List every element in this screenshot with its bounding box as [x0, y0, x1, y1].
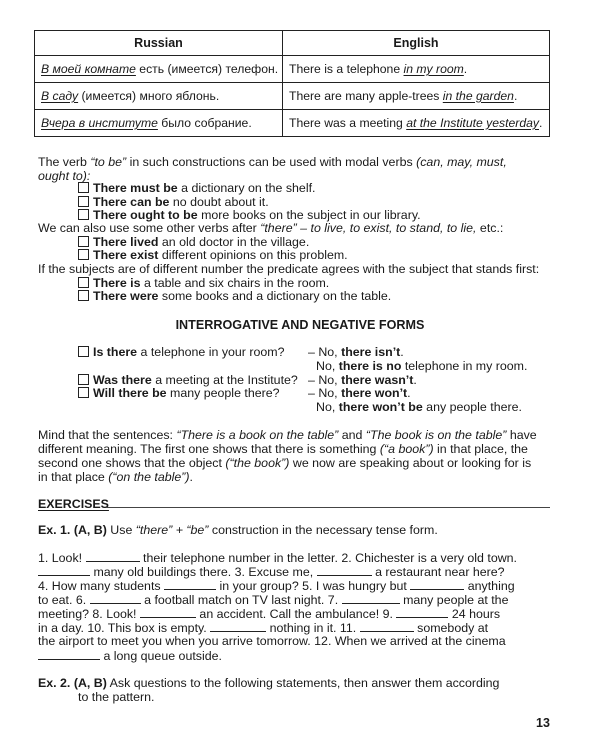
section-divider: [106, 507, 550, 508]
list-item: There must be a dictionary on the shelf.: [78, 181, 315, 195]
answer-3-long: No, there won’t be any people there.: [316, 400, 522, 414]
modal-intro-continued: ought to):: [38, 169, 91, 183]
exercise-line: 1. Look! their telephone number in the letter. 2. Chichester is a very old town.: [38, 551, 517, 565]
exercise-line: the airport to meet you when you arrive tomorrow. 12. When we arrived at the cinema: [38, 634, 506, 648]
agreement-intro: If the subjects are of different number the predicate agrees with the subject that stands first:: [38, 262, 540, 276]
section-heading: INTERROGATIVE AND NEGATIVE FORMS: [175, 318, 425, 332]
checkbox-icon: [78, 374, 89, 385]
answer-blank[interactable]: [140, 606, 196, 618]
modal-intro: The verb “to be” in such constructions can be used with modal verbs (can, may, must,: [38, 155, 507, 169]
checkbox-icon: [78, 182, 89, 193]
note-line: in that place (“on the table”).: [38, 470, 193, 484]
comparison-table: [34, 30, 550, 137]
note-line: Mind that the sentences: “There is a book on the table” and “The book is on the table” have: [38, 428, 537, 442]
table-header-row: [35, 31, 550, 56]
answer-blank[interactable]: [342, 592, 400, 604]
russian-cell: В моей комнате есть (имеется) телефон.: [35, 56, 283, 83]
answer-3: – No, there won’t.: [308, 386, 411, 400]
exercise-line: a long queue outside.: [38, 648, 222, 663]
checkbox-icon: [78, 236, 89, 247]
column-header-russian: Russian: [35, 31, 283, 56]
list-item: There can be no doubt about it.: [78, 195, 269, 209]
answer-2: – No, there wasn’t.: [308, 373, 417, 387]
answer-1-long: No, there is no telephone in my room.: [316, 359, 528, 373]
list-item: There is a table and six chairs in the room.: [78, 276, 329, 290]
question-2: Was there a meeting at the Institute?: [78, 373, 298, 387]
english-cell: There is a telephone in my room.: [283, 56, 550, 83]
answer-1: – No, there isn’t.: [308, 345, 404, 359]
answer-blank[interactable]: [38, 648, 100, 660]
list-item: There exist different opinions on this problem.: [78, 248, 348, 262]
answer-blank[interactable]: [90, 592, 141, 604]
checkbox-icon: [78, 249, 89, 260]
list-item: There lived an old doctor in the village.: [78, 235, 309, 249]
checkbox-icon: [78, 209, 89, 220]
checkbox-icon: [78, 277, 89, 288]
table-row: [35, 83, 550, 110]
note-line: second one shows that the object (“the book”) we now are speaking about or looking for is: [38, 456, 532, 470]
exercise-line: many old buildings there. 3. Excuse me, a restaurant near here?: [38, 564, 505, 579]
note-line: different meaning. The first one shows that there is something (“a book”) in that place, the: [38, 442, 528, 456]
page-number: 13: [536, 716, 550, 730]
english-cell: There was a meeting at the Institute yesterday.: [283, 110, 550, 137]
answer-blank[interactable]: [164, 578, 216, 590]
checkbox-icon: [78, 196, 89, 207]
answer-blank[interactable]: [210, 620, 266, 632]
list-item: There ought to be more books on the subject in our library.: [78, 208, 421, 222]
answer-blank[interactable]: [360, 620, 414, 632]
checkbox-icon: [78, 290, 89, 301]
russian-cell: Вчера в институте было собрание.: [35, 110, 283, 137]
question-3: Will there be many people there?: [78, 386, 280, 400]
exercise-2-instruction: Ex. 2. (A, B) Ask questions to the following statements, then answer them according: [38, 676, 500, 690]
answer-blank[interactable]: [396, 606, 448, 618]
answer-blank[interactable]: [86, 550, 140, 562]
checkbox-icon: [78, 346, 89, 357]
exercise-1-instruction: Ex. 1. (A, B) Use “there” + “be” construction in the necessary tense form.: [38, 523, 438, 537]
exercise-line: 4. How many students in your group? 5. I was hungry but anything: [38, 579, 515, 593]
exercise-line: in a day. 10. This box is empty. nothing in it. 11. somebody at: [38, 621, 489, 635]
exercise-line: meeting? 8. Look! an accident. Call the ambulance! 9. 24 hours: [38, 607, 501, 621]
exercise-line: to eat. 6. a football match on TV last night. 7. many people at the: [38, 593, 509, 607]
exercise-2-instruction-continued: to the pattern.: [78, 690, 155, 704]
checkbox-icon: [78, 387, 89, 398]
exercises-title: EXERCISES: [38, 497, 109, 511]
answer-blank[interactable]: [38, 564, 90, 576]
russian-cell: В саду (имеется) много яблонь.: [35, 83, 283, 110]
table-row: [35, 56, 550, 83]
other-verbs-intro: We can also use some other verbs after “there” – to live, to exist, to stand, to lie, etc.:: [38, 221, 504, 235]
question-1: Is there a telephone in your room?: [78, 345, 284, 359]
column-header-english: English: [283, 31, 550, 56]
english-cell: There are many apple-trees in the garden.: [283, 83, 550, 110]
list-item: There were some books and a dictionary on the table.: [78, 289, 391, 303]
answer-blank[interactable]: [317, 564, 372, 576]
answer-blank[interactable]: [410, 578, 464, 590]
table-row: [35, 110, 550, 137]
